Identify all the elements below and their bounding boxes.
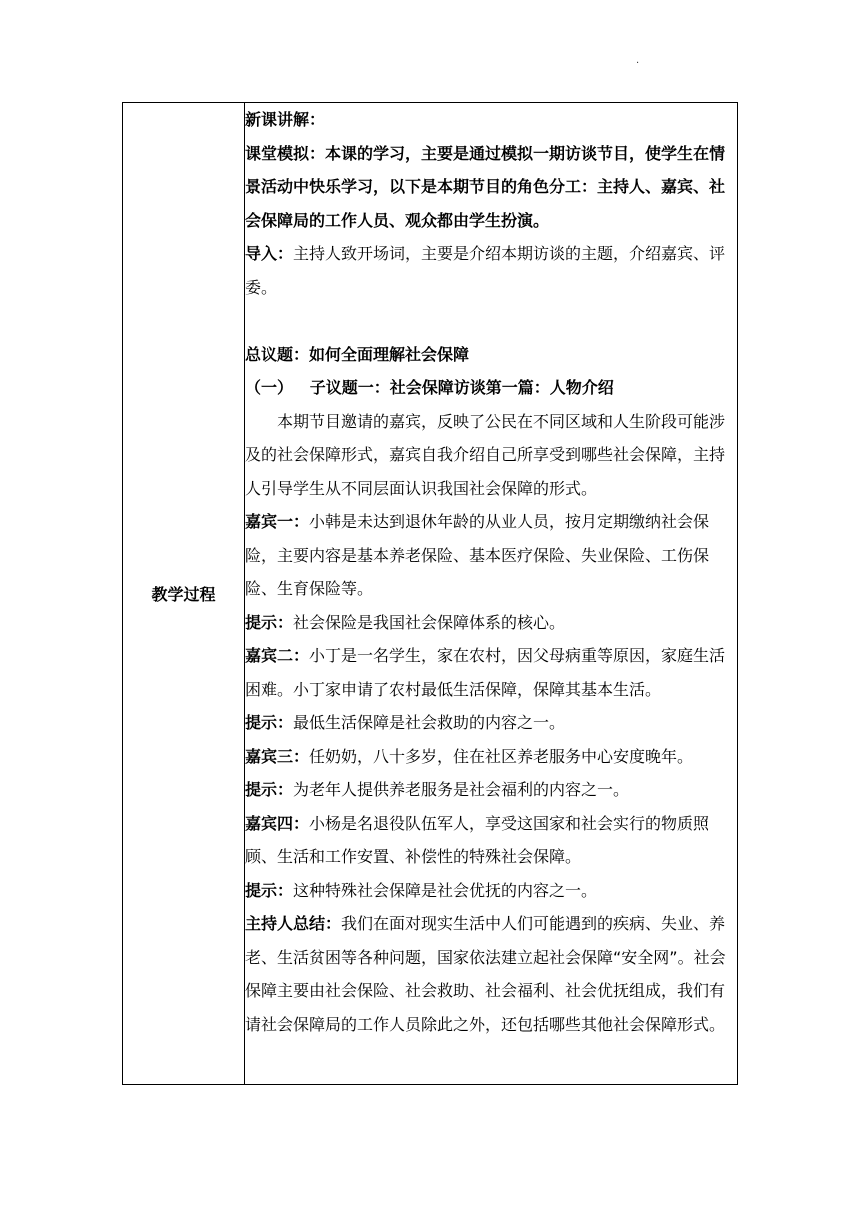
host-summary-label: 主持人总结： [245, 914, 342, 933]
simulation-paragraph [245, 137, 737, 238]
guest-one-text: 小韩是未达到退休年龄的从业人员，按月定期缴纳社会保险，主要内容是基本养老保险、基本医疗保险、失业保险、工伤保险、生育保险等。 [245, 512, 710, 598]
hint-three-label: 提示： [245, 780, 294, 799]
simulation-text: 本课的学习，主要是通过模拟一期访谈节目，使学生在情景活动中快乐学习，以下是本期节目的角色分工：主持人、嘉宾、社会保障局的工作人员、观众都由学生扮演。 [245, 143, 726, 230]
intro-paragraph [245, 237, 737, 304]
intro-text: 主持人致开场词，主要是介绍本期访谈的主题，介绍嘉宾、评委。 [245, 244, 726, 297]
guest-two-text: 小丁是一名学生，家在农村，因父母病重等原因，家庭生活困难。小丁家申请了农村最低生活保障，保障其基本生活。 [245, 646, 726, 699]
guest-three-label: 嘉宾三： [245, 746, 310, 766]
guest-four-text: 小杨是名退役队伍军人，享受这国家和社会实行的物质照顾、生活和工作安置、补偿性的特殊社会保障。 [245, 813, 710, 866]
table-row [123, 103, 738, 1085]
hint-four-label: 提示： [245, 880, 294, 900]
guest-three-paragraph [245, 740, 737, 774]
host-summary-paragraph [245, 907, 737, 1041]
blank-line [245, 304, 737, 338]
host-summary-text: 我们在面对现实生活中人们可能遇到的疾病、失业、养老、生活贫困等各种问题，国家依法建立起社会保障“安全网”。社会保障主要由社会保险、社会救助、社会福利、社会优抚组成，我们有请社会保障局的工作人员除此之外，还包括哪些其他社会保障形式。 [245, 914, 726, 1034]
section-title: 新课讲解： [245, 110, 326, 129]
simulation-label: 课堂模拟： [245, 143, 326, 163]
row-label-teaching-process: 教学过程 [123, 103, 245, 1085]
guest-one-paragraph [245, 505, 737, 606]
lesson-plan-table [122, 102, 738, 1085]
hint-four-text: 这种特殊社会保障是社会优抚的内容之一。 [293, 880, 598, 900]
subtopic-title: 子议题一：社会保障访谈第一篇：人物介绍 [309, 378, 614, 397]
subtopic-heading [245, 371, 737, 405]
main-topic: 总议题：如何全面理解社会保障 [245, 344, 470, 364]
hint-two-paragraph [245, 706, 737, 740]
intro-label: 导入： [245, 244, 294, 263]
hint-three-paragraph [245, 773, 737, 807]
guest-one-label: 嘉宾一： [245, 512, 310, 531]
hint-two-text: 最低生活保障是社会救助的内容之一。 [293, 713, 566, 732]
hint-one-label: 提示： [245, 612, 294, 632]
corner-mark: . [636, 55, 640, 66]
hint-one-text: 社会保险是我国社会保障体系的核心。 [293, 612, 566, 632]
teaching-process-content [245, 103, 738, 1085]
guest-three-text: 任奶奶，八十多岁，住在社区养老服务中心安度晚年。 [309, 746, 694, 766]
subtopic-number: （一） [245, 378, 294, 397]
hint-three-text: 为老年人提供养老服务是社会福利的内容之一。 [293, 780, 630, 799]
hint-two-label: 提示： [245, 713, 294, 732]
guest-two-label: 嘉宾二： [245, 646, 310, 665]
guest-intro-paragraph: 本期节目邀请的嘉宾，反映了公民在不同区域和人生阶段可能涉及的社会保障形式，嘉宾自我介绍自己所享受到哪些社会保障，主持人引导学生从不同层面认识我国社会保障的形式。 [245, 411, 726, 498]
guest-two-paragraph [245, 639, 737, 706]
hint-one-paragraph [245, 606, 737, 640]
guest-four-label: 嘉宾四： [245, 813, 310, 833]
hint-four-paragraph [245, 874, 737, 908]
guest-four-paragraph [245, 807, 737, 874]
